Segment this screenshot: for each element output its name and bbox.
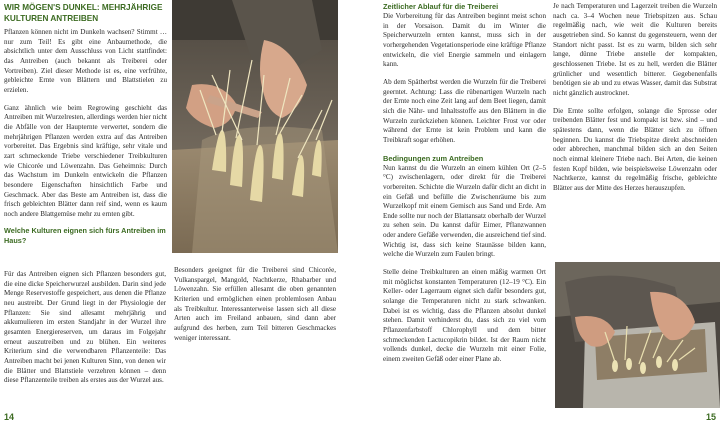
page-number-left: 14 bbox=[4, 412, 15, 422]
suitability-paragraph: Für das Antreiben eignen sich Pflanzen besonders gut, die eine dicke Speicherwurzel ausbilden. Darin sind jede Menge Reservestoffe gespeichert, aus denen die Pflanze neu austreibt. Der Grund liegt in der Physiologie der Pflanzen: Sie sind allesamt mehrjährig und akkumulieren im ersten Standjahr in der Wurzel ihre gesamten Energiereserven, um daraus im Folgejahr erneut auszutreiben und zu blühen. Ein weiteres Kriterium sind die verwendbaren Pflanzenteile: Das Antreiben macht bei jenen Kulturen Sinn, von denen wir die Blätter und Blattstiele verzehren können – denn diese Pflanzenteile treiben als erstes aus der Wurzel aus. bbox=[4, 270, 166, 385]
left-intro-column bbox=[4, 28, 167, 247]
right-column-1 bbox=[383, 2, 546, 373]
section-subheading: Welche Kulturen eignen sich fürs Antreiben im Haus? bbox=[4, 226, 166, 246]
timeline-paragraph-1: Die Vorbereitung für das Antreiben beginnt meist schon in der Vorsaison. Damit du im Winter die Speicherwurzeln ernten kannst, muss sich in der vorhergehenden Vegetationsperiode eine kräftige Pflanze entwickeln, die viel Energie sammeln und einlagern kann. bbox=[383, 12, 546, 69]
right-column-2 bbox=[553, 2, 717, 201]
page-title: WIR MÖGEN'S DUNKEL: MEHRJÄHRIGE KULTUREN ANTREIBEN bbox=[4, 3, 163, 23]
left-middle-column bbox=[174, 266, 336, 351]
growth-paragraph: Je nach Temperaturen und Lagerzeit treiben die Wurzeln nach ca. 3–4 Wochen neue Triebspitzen aus. Schau regelmäßig nach, wie weit die Kulturen bereits ausgetrieben sind. So kannst du gegensteuern, wenn der Standort nicht passt. Ist es zu warm, bilden sich sehr lange, dünne Triebe anstelle der kompakten, geschlossenen Triebe. Ist es zu hell, werden die Blätter grünlicher und wesentlich bitterer. Gegebenenfalls benötigen sie ab und zu etwas Wasser, damit das Substrat nicht gänzlich austrocknet. bbox=[553, 2, 717, 97]
intro-paragraph-2: Ganz ähnlich wie beim Regrowing geschieht das Antreiben mit Wurzelresten, allerdings werden hier nicht die Abfälle von der Haupternte verwertet, sondern die mehrjährigen Pflanzen werden extra auf das Antreiben vorbereitet. Das Ergebnis sind kräftige, sehr vitale und zart schmeckende Triebe verschiedener Treibkulturen wie Chicorée und Löwenzahn. Das Geheimnis: Durch das Wachstum im Dunkeln entwickeln die Pflanzen besondere Eigenschaften hinsichtlich Farbe und Geschmack. Aber das Beste am Antreiben ist, dass die frisch gebleichten Blätter dann reif sind, wenn es kaum noch andere Blattgemüse mehr zu ernten gibt. bbox=[4, 103, 167, 218]
left-bottom-column bbox=[4, 270, 166, 394]
photo-illustration bbox=[555, 262, 720, 408]
conditions-paragraph-2: Stelle deine Treibkulturen an einen mäßig warmen Ort mit möglichst konstanten Temperaturen (12–19 °C). Ein Keller- oder Lagerraum eignet sich dafür besonders gut, solange die Temperaturen nicht zu stark schwanken. Dabei ist es wichtig, dass die Pflanzen absolut dunkel stehen. Damit verhinderst du, dass sich zu viel vom Pflanzenfarbstoff Chlorophyll und dem bitter schmeckenden Lactucopikrin bildet. Ist der Raum nicht vollends dunkel, decke die Wurzeln mit einer Folie, einem zweiten Gefäß oder einer Plane ab. bbox=[383, 268, 546, 363]
photo-hands-planting-roots bbox=[172, 0, 338, 253]
suitable-plants-paragraph: Besonders geeignet für die Treiberei sind Chicorée, Vulkanspargel, Mangold, Nachtkerze, Rhabarber und Löwenzahn. Sie erfüllen allesamt die oben genannten Kriterien und ermöglichen einen problemlosen Anbau als Treibkultur. Interessanterweise lassen sich all diese Arten auch im Freiland anbauen, sind dann aber aufgrund des herben, zum Teil bitteren Geschmackes weniger interessant. bbox=[174, 266, 336, 342]
timeline-paragraph-2: Ab dem Spätherbst werden die Wurzeln für die Treiberei geerntet. Achtung: Lass die rübenartigen Wurzeln nach der Ernte noch eine Zeit lang auf dem Beet liegen, damit sich die Nähr- und Inhaltsstoffe aus den Blättern in die Wurzeln zurückziehen können. Leichter Frost vor oder während der Ernte ist kein Problem und kann die Treibkraft sogar erhöhen. bbox=[383, 77, 546, 144]
conditions-paragraph-1: Nun kannst du die Wurzeln an einem kühlen Ort (2–5 °C) zwischenlagern, oder direkt für die Treiberei vorbereiten. Schichte die Wurzeln dafür dicht an dicht in ein Gefäß und befülle die Zwischenräume bis zum Wurzelkopf mit einem Gemisch aus Sand und Erde. Am Ende sollte nur noch der Blattansatz oberhalb der Wurzel zu sehen sein. Du kannst dafür Eimer, Pflanzwannen oder andere Gefäße verwenden, die ausreichend tief sind. Wichtig ist, dass sich keine Staunässe bilden kann, welche die Wurzeln zum Faulen bringt. bbox=[383, 163, 546, 259]
page-number-right: 15 bbox=[706, 412, 717, 422]
intro-paragraph-1: Pflanzen können nicht im Dunkeln wachsen? Stimmt … nur zum Teil! Es gibt eine Anbaumethode, die absichtlich unter dem Ausschluss von Licht stattfindet: das Antreiben (auch bekannt als Treiberei oder Vortreiben). Ziel dieser Methode ist es, eine verfrühte, gebleichte Ernte von Blättern und Blattstielen zu erzielen. bbox=[4, 28, 167, 94]
photo-illustration bbox=[172, 0, 338, 253]
heading-timeline: Zeitlicher Ablauf für die Treiberei bbox=[383, 2, 499, 11]
harvest-paragraph: Die Ernte sollte erfolgen, solange die Sprosse oder treibenden Blätter fest und kompakt ist bzw. sind – und spätestens dann, wenn die Blätter sich zu öffnen beginnen. Du kannst die Triebspitze direkt abschneiden oder abbrechen, manchmal bilden sich an den Seiten noch einmal kleinere Triebe nach. Bei Arten, die keinen festen Kopf bilden, wie beispielsweise Löwenzahn oder Nachtkerze, kannst du regelmäßig frische, gebleichte Blätter aus der Mitte des Herzes herauszupfen. bbox=[553, 106, 717, 192]
heading-conditions: Bedingungen zum Antreiben bbox=[383, 153, 484, 163]
photo-forcing-container bbox=[555, 262, 720, 408]
